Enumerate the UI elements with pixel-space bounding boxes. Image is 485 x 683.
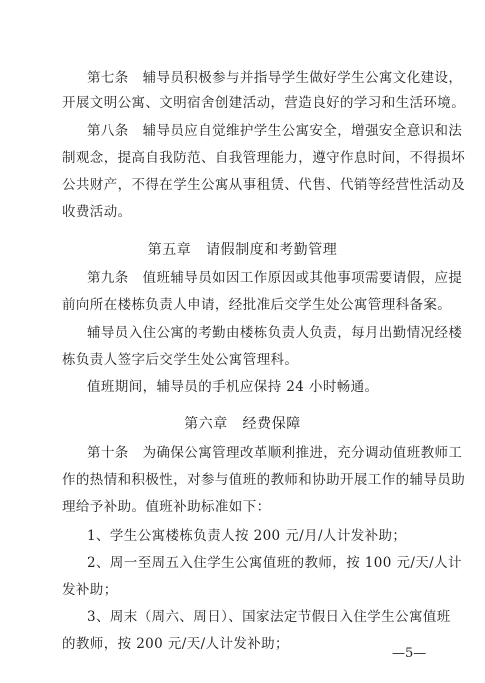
article-10-line-1: 第十条 为确保公寓管理改革顺利推进，充分调动值班教师工: [87, 445, 463, 461]
subsidy-item-1: 1、学生公寓楼栋负责人按 200 元/月/人计发补助；: [87, 528, 407, 544]
page-number: —5—: [392, 646, 427, 661]
article-10-line-3: 理给予补助。值班补助标准如下：: [62, 499, 271, 515]
subsidy-item-2-line-1: 2、周一至周五入住学生公寓值班的教师，按 100 元/天/人计: [87, 555, 462, 571]
article-8-line-2: 制观念，提高自我防范、自我管理能力，遵守作息时间，不得损坏: [62, 150, 466, 166]
subsidy-item-3-line-1: 3、周末（周六、周日）、国家法定节假日入住学生公寓值班: [87, 609, 451, 625]
article-10-line-2: 作的热情和积极性，对参与值班的教师和协助开展工作的辅导员助: [62, 472, 466, 488]
article-9-line-1: 第九条 值班辅导员如因工作原因或其他事项需要请假，应提: [87, 270, 463, 286]
article-8-line-3: 公共财产，不得在学生公寓从事租赁、代售、代销等经营性活动及: [62, 177, 466, 193]
subsidy-item-2-line-2: 发补助；: [62, 582, 118, 598]
article-8-line-1: 第八条 辅导员应自觉维护学生公寓安全，增强安全意识和法: [87, 123, 463, 139]
subsidy-item-3-line-2: 的教师，按 200 元/天/人计发补助；: [62, 636, 289, 652]
attendance-line-2: 栋负责人签字后交学生处公寓管理科。: [62, 352, 299, 368]
article-9-line-2: 前向所在楼栋负责人申请，经批准后交学生处公寓管理科备案。: [62, 297, 452, 313]
phone-duty-line: 值班期间，辅导员的手机应保持 24 小时畅通。: [87, 379, 379, 395]
chapter-6-title: 第六章 经费保障: [184, 416, 301, 432]
attendance-line-1: 辅导员入住公寓的考勤由楼栋负责人负责，每月出勤情况经楼: [87, 325, 463, 341]
article-7-line-1: 第七条 辅导员积极参与并指导学生做好学生公寓文化建设，: [87, 70, 463, 86]
article-7-line-2: 开展文明公寓、文明宿舍创建活动，营造良好的学习和生活环境。: [62, 95, 466, 111]
article-8-line-4: 收费活动。: [62, 204, 132, 220]
chapter-5-title: 第五章 请假制度和考勤管理: [147, 242, 338, 258]
